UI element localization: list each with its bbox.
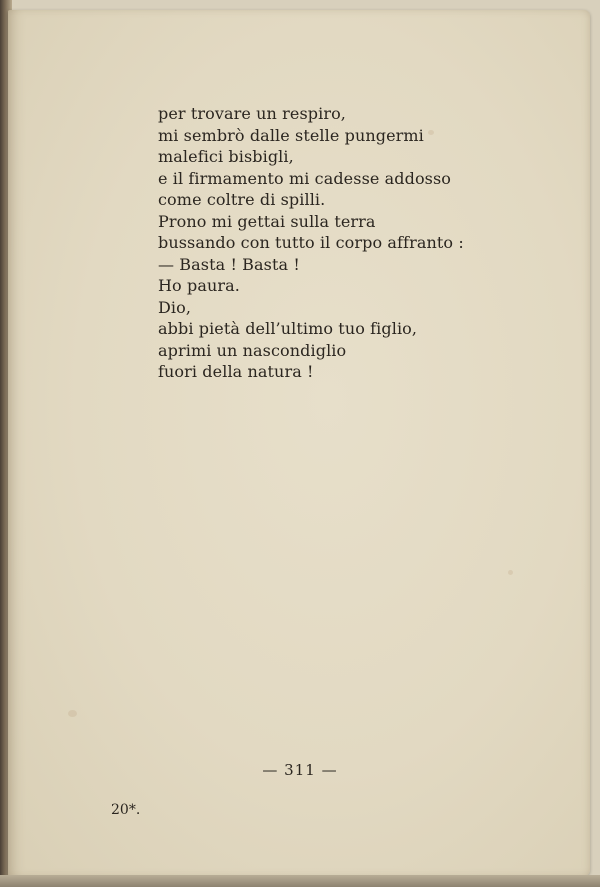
poem-line: per trovare un respiro, xyxy=(158,104,346,123)
poem-line: Dio, xyxy=(158,297,192,317)
poem-line: aprimi un nascondiglio xyxy=(158,340,347,360)
signature-mark: 20*. xyxy=(111,802,141,818)
page-number: — 311 — xyxy=(262,761,338,779)
poem-text xyxy=(158,103,464,383)
poem-line: malefici bisbigli, xyxy=(158,147,294,166)
poem-line: mi sembrò dalle stelle pungermi xyxy=(158,125,424,145)
poem-line: — Basta ! Basta ! xyxy=(158,254,300,274)
poem-line: Ho paura. xyxy=(158,276,240,295)
poem-line: e il firmamento mi cadesse addosso xyxy=(158,168,452,188)
paper-spot xyxy=(68,710,77,717)
poem-line: bussando con tutto il corpo affranto : xyxy=(158,233,464,252)
poem-line: come coltre di spilli. xyxy=(158,190,326,209)
paper-spot xyxy=(508,570,513,575)
poem-line: fuori della natura ! xyxy=(158,362,314,381)
poem-line: abbi pietà dell’ultimo tuo figlio, xyxy=(158,319,418,338)
poem-line: Prono mi gettai sulla terra xyxy=(158,211,376,231)
page-bottom-edge xyxy=(0,875,600,887)
